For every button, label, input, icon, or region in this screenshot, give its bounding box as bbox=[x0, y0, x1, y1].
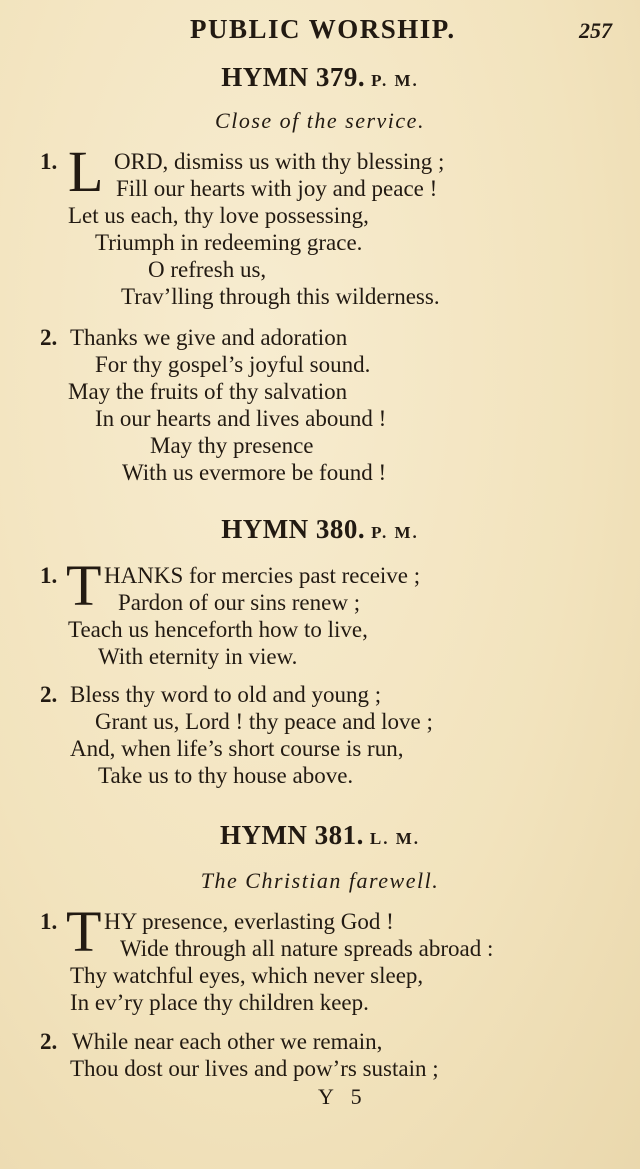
verse-line: Take us to thy house above. bbox=[98, 763, 354, 788]
verse-number: 2. bbox=[40, 682, 58, 707]
verse-line: And, when life’s short course is run, bbox=[70, 736, 404, 761]
verse-line: May thy presence bbox=[150, 433, 314, 458]
hymn-380-heading bbox=[0, 514, 640, 545]
verse-number: 1. bbox=[40, 909, 58, 934]
running-title: PUBLIC WORSHIP. bbox=[190, 14, 456, 44]
hymn-379-heading bbox=[0, 62, 640, 93]
hymn-381-number: HYMN 381. bbox=[219, 820, 364, 850]
verse-line: Trav’lling through this wilderness. bbox=[121, 284, 440, 309]
hymn-381-heading bbox=[0, 820, 640, 851]
signature-mark: Y 5 bbox=[318, 1084, 368, 1109]
hymn-381-meter: L. M. bbox=[369, 829, 421, 848]
hymn-380-meter: P. M. bbox=[371, 523, 419, 542]
verse-line: Thanks we give and adoration bbox=[70, 325, 348, 350]
verse-line: With us evermore be found ! bbox=[122, 460, 387, 485]
hymn-380-number: HYMN 380. bbox=[221, 514, 366, 544]
verse-line: Triumph in redeeming grace. bbox=[95, 230, 363, 255]
verse-number: 2. bbox=[40, 325, 58, 350]
verse-line: In ev’ry place thy children keep. bbox=[70, 990, 369, 1015]
verse-line: May the fruits of thy salvation bbox=[68, 379, 348, 404]
verse-line: HY presence, everlasting God ! bbox=[104, 909, 394, 934]
verse-line: Teach us henceforth how to live, bbox=[68, 617, 368, 642]
hymn-379-subtitle: Close of the service. bbox=[215, 108, 425, 133]
verse-line: O refresh us, bbox=[148, 257, 267, 282]
verse-line: ORD, dismiss us with thy blessing ; bbox=[114, 149, 445, 174]
hymn-381-subtitle: The Christian farewell. bbox=[200, 868, 440, 893]
verse-line: While near each other we remain, bbox=[72, 1029, 383, 1054]
verse-line: In our hearts and lives abound ! bbox=[95, 406, 387, 431]
verse-line: Pardon of our sins renew ; bbox=[118, 590, 361, 615]
verse-line: With eternity in view. bbox=[98, 644, 298, 669]
drop-cap: T bbox=[66, 553, 102, 618]
verse-line: Bless thy word to old and young ; bbox=[70, 682, 382, 707]
verse-line: Fill our hearts with joy and peace ! bbox=[116, 176, 438, 201]
verse-line: Thou dost our lives and pow’rs sustain ; bbox=[70, 1056, 439, 1081]
verse-number: 1. bbox=[40, 149, 58, 174]
verse-line: Let us each, thy love possessing, bbox=[68, 203, 369, 228]
verse-number: 2. bbox=[40, 1029, 58, 1054]
hymn-379-meter: P. M. bbox=[371, 71, 419, 90]
hymn-379-number: HYMN 379. bbox=[221, 62, 366, 92]
page-number: 257 bbox=[579, 18, 612, 43]
drop-cap: L bbox=[68, 139, 104, 204]
verse-line: HANKS for mercies past receive ; bbox=[104, 563, 421, 588]
verse-line: For thy gospel’s joyful sound. bbox=[95, 352, 371, 377]
drop-cap: T bbox=[66, 899, 102, 964]
verse-line: Wide through all nature spreads abroad : bbox=[120, 936, 494, 961]
verse-line: Thy watchful eyes, which never sleep, bbox=[70, 963, 424, 988]
verse-number: 1. bbox=[40, 563, 58, 588]
running-head bbox=[0, 14, 640, 50]
verse-line: Grant us, Lord ! thy peace and love ; bbox=[95, 709, 433, 734]
